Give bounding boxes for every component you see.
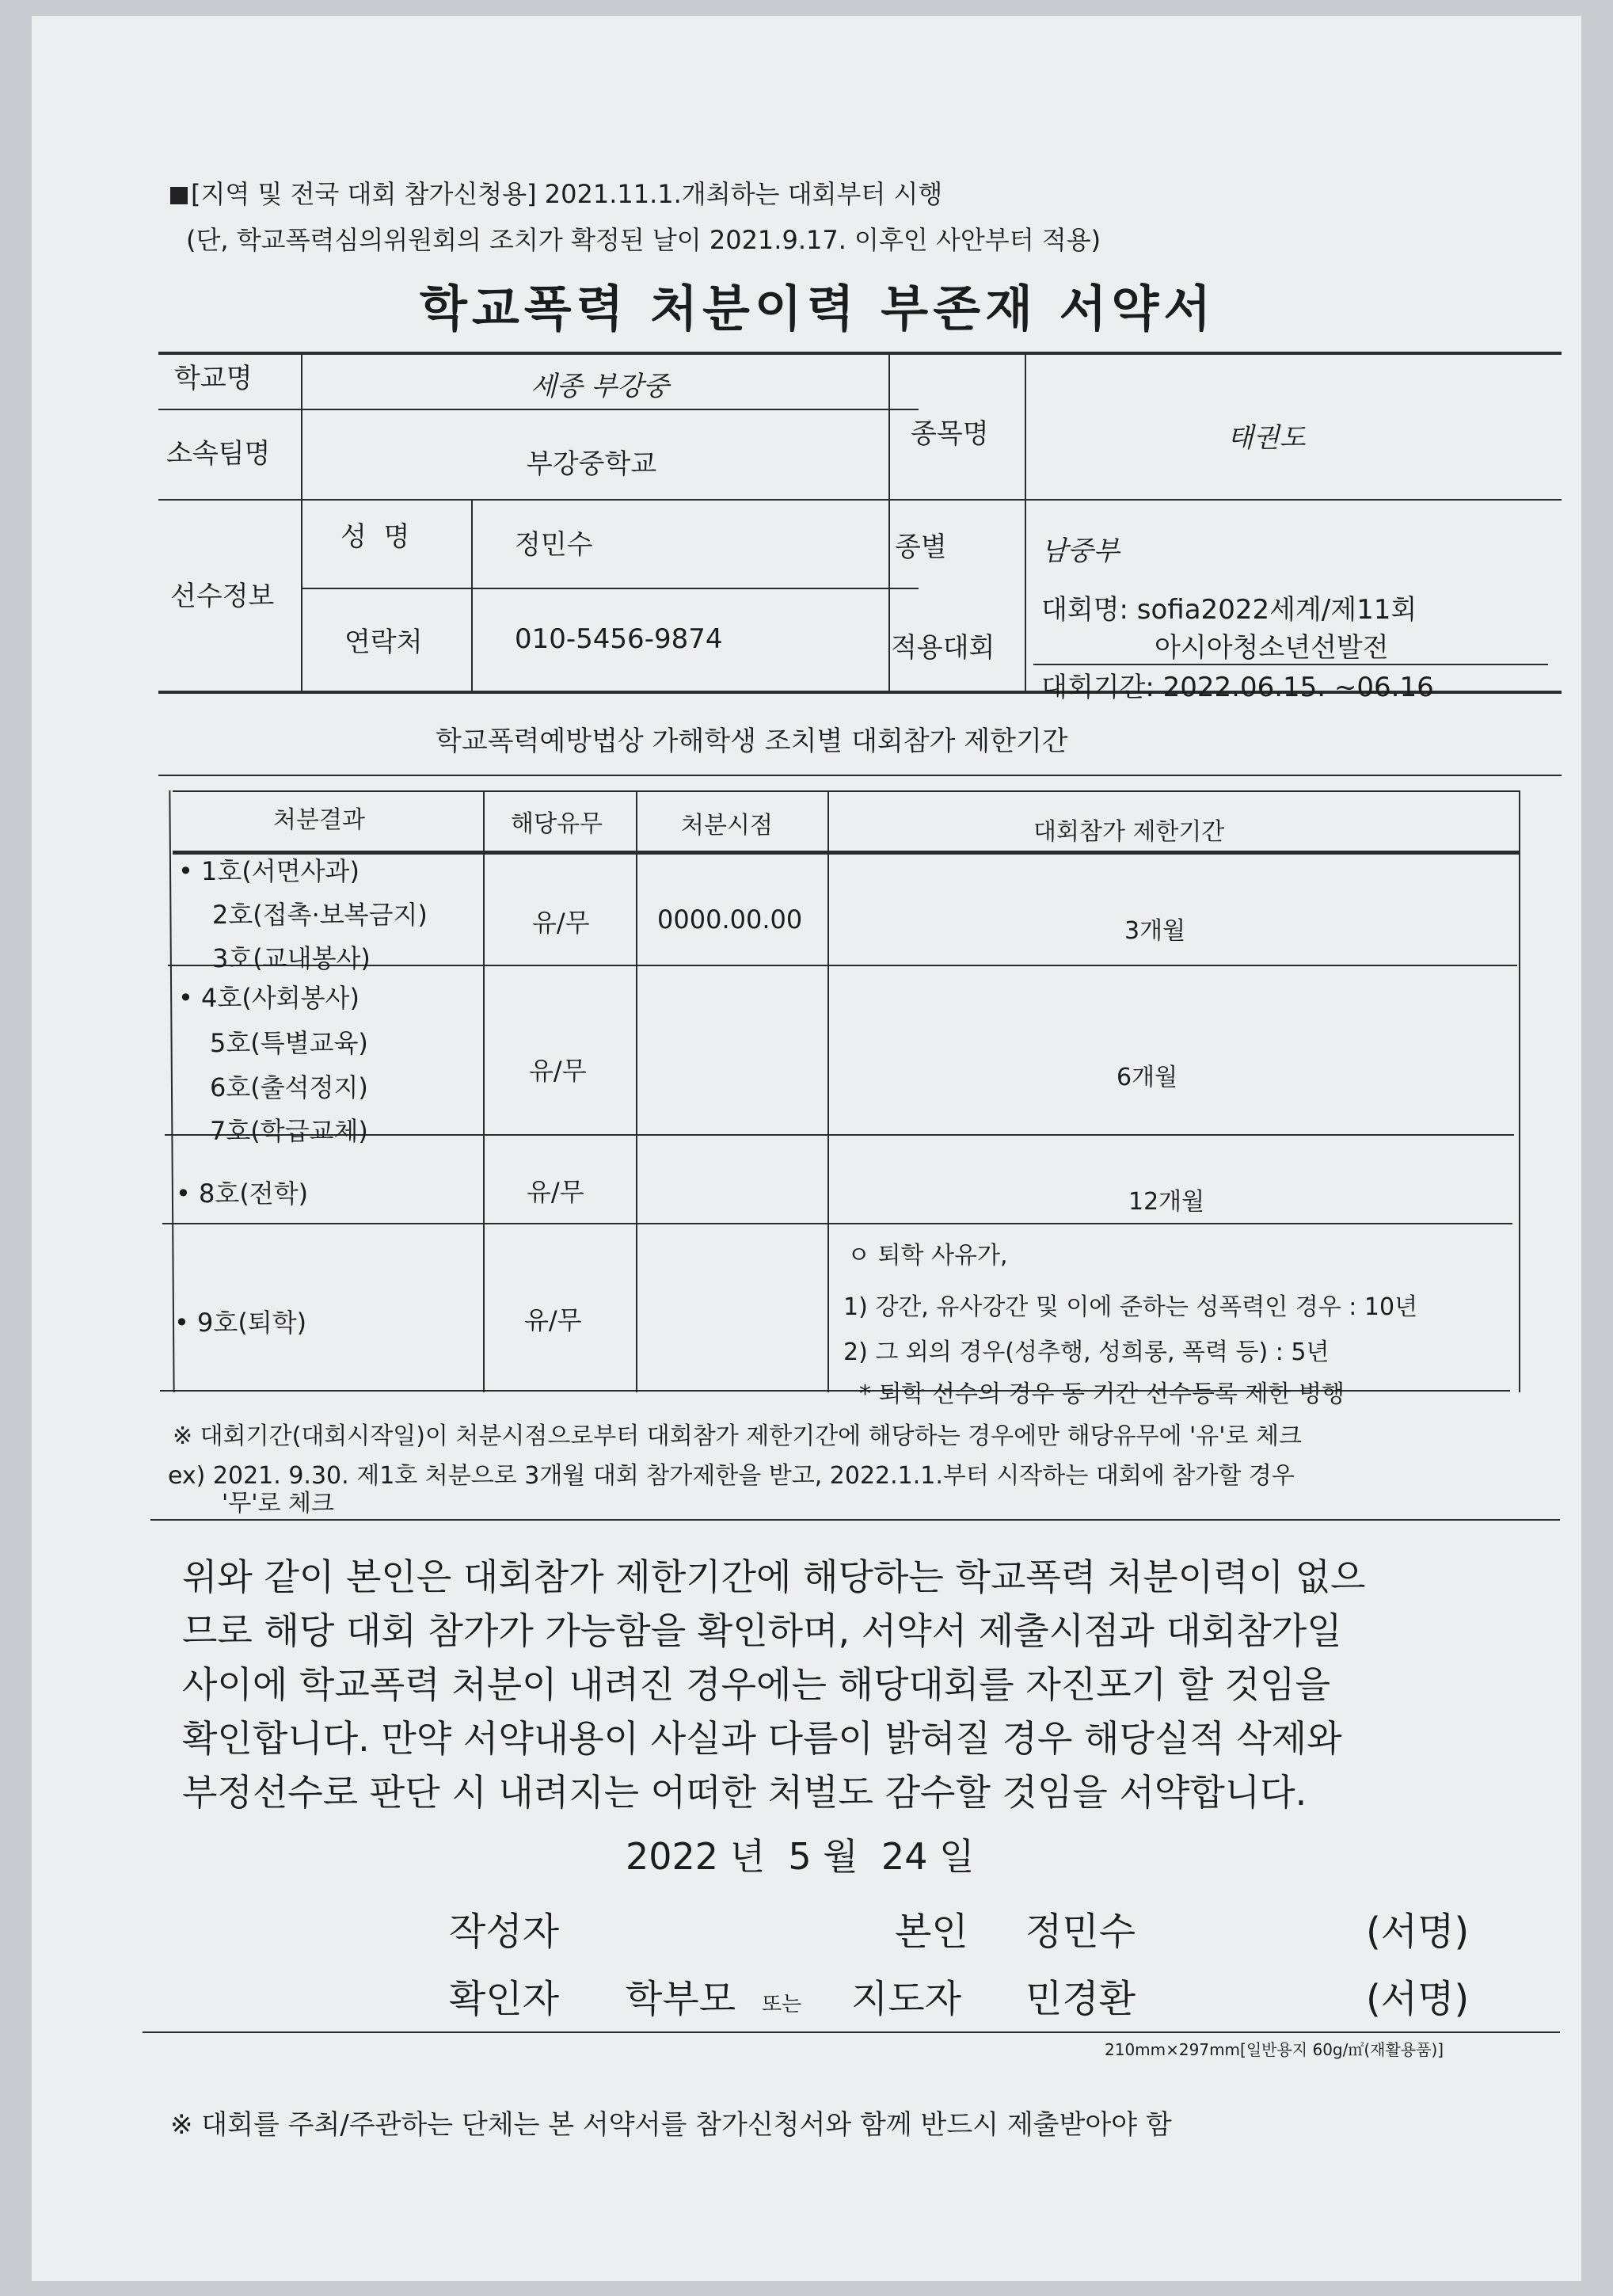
pledge-date: 2022 년 5 월 24 일 xyxy=(626,1835,975,1878)
row-3-applicable: 유/무 xyxy=(527,1177,584,1207)
confirmer-label: 확인자 xyxy=(449,1977,560,2021)
footer-note: ※ 대회를 주최/주관하는 단체는 본 서약서를 참가신청서와 함께 반드시 제출받아야 함 xyxy=(170,2109,1172,2141)
column-header-applicable: 해당유무 xyxy=(511,810,603,838)
table-row-item: 5호(특별교육) xyxy=(210,1028,368,1058)
row-4-applicable: 유/무 xyxy=(524,1305,582,1335)
competition-name-1: 대회명: sofia2022세계/제11회 xyxy=(1041,594,1417,626)
division-label: 종별 xyxy=(895,531,947,563)
note-2: ex) 2021. 9.30. 제1호 처분으로 3개월 대회 참가제한을 받고, 2022.1.1.부터 시작하는 대회에 참가할 경우 xyxy=(168,1462,1295,1490)
confirmer-signature: (서명) xyxy=(1366,1977,1470,2021)
row-1-applicable: 유/무 xyxy=(532,908,590,938)
column-header-period: 대회참가 제한기간 xyxy=(1033,818,1225,846)
column-header-date: 처분시점 xyxy=(681,812,773,840)
competition-label: 적용대회 xyxy=(891,632,995,664)
restriction-header-border xyxy=(173,851,1520,855)
event-label: 종목명 xyxy=(911,418,989,450)
pledge-document xyxy=(32,16,1581,2281)
name-value: 정민수 xyxy=(515,529,593,561)
contact-value: 010-5456-9874 xyxy=(515,623,723,655)
pledge-line-1: 위와 같이 본인은 대회참가 제한기간에 해당하는 학교폭력 처분이력이 없으 xyxy=(182,1555,1366,1598)
writer-signature: (서명) xyxy=(1366,1910,1470,1954)
header-line-1: [지역 및 전국 대회 참가신청용] 2021.11.1.개최하는 대회부터 시행 xyxy=(170,174,942,211)
column-header-result: 처분결과 xyxy=(273,806,365,834)
pledge-line-2: 므로 해당 대회 참가가 가능함을 확인하며, 서약서 제출시점과 대회참가일 xyxy=(182,1609,1342,1652)
row-1-date: 0000.00.00 xyxy=(657,904,803,935)
row-3-period: 12개월 xyxy=(1128,1188,1205,1216)
table-row-item: • 4호(사회봉사) xyxy=(178,983,360,1013)
confirmer-role-parent: 학부모 xyxy=(626,1977,736,2021)
row-1-period: 3개월 xyxy=(1124,917,1186,945)
contact-label: 연락처 xyxy=(344,626,423,658)
row-2-period: 6개월 xyxy=(1117,1064,1178,1091)
table-row-item: 3호(교내봉사) xyxy=(212,943,371,973)
document-title: 학교폭력 처분이력 부존재 서약서 xyxy=(420,280,1216,337)
restriction-heading: 학교폭력예방법상 가해학생 조치별 대회참가 제한기간 xyxy=(436,725,1068,757)
writer-name: 정민수 xyxy=(1025,1910,1136,1954)
event-value: 태권도 xyxy=(1227,422,1306,454)
table-row-item: • 9호(퇴학) xyxy=(174,1308,307,1338)
confirmer-or: 또는 xyxy=(762,1993,802,2016)
table-row-item: 2호(접촉·보복금지) xyxy=(212,900,428,930)
writer-label: 작성자 xyxy=(449,1910,560,1954)
school-value: 세종 부강중 xyxy=(531,371,670,402)
note-2-continued: '무'로 체크 xyxy=(222,1490,334,1517)
team-value: 부강중학교 xyxy=(527,448,657,480)
writer-role: 본인 xyxy=(895,1910,968,1954)
header-line-2: (단, 학교폭력심의위원회의 조치가 확정된 날이 2021.9.17. 이후인 사안부터 적용) xyxy=(186,225,1101,255)
restriction-table-top-border xyxy=(173,790,1520,792)
name-label: 성 명 xyxy=(340,521,410,553)
confirmer-role-coach: 지도자 xyxy=(851,1977,962,2021)
row-4-period-line-1: ㅇ 퇴학 사유가, xyxy=(847,1242,1008,1270)
pledge-line-4: 확인합니다. 만약 서약내용이 사실과 다름이 밝혀질 경우 해당실적 삭제와 xyxy=(182,1717,1342,1760)
table-row-item: 6호(출석정지) xyxy=(210,1072,368,1102)
table-row-item: • 1호(서면사과) xyxy=(178,856,360,886)
competition-period: 대회기간: 2022.06.15. ~06.16 xyxy=(1041,672,1434,703)
pledge-line-3: 사이에 학교폭력 처분이 내려진 경우에는 해당대회를 자진포기 할 것임을 xyxy=(182,1663,1331,1706)
table-row-item: 7호(학급교체) xyxy=(210,1116,368,1146)
info-table-top-border xyxy=(158,352,1562,355)
school-label: 학교명 xyxy=(174,363,253,394)
row-4-period-line-3: 2) 그 외의 경우(성추행, 성희롱, 폭력 등) : 5년 xyxy=(843,1338,1330,1366)
division-value: 남중부 xyxy=(1041,535,1120,567)
note-1: ※ 대회기간(대회시작일)이 처분시점으로부터 대회참가 제한기간에 해당하는 경우에만 해당유무에 '유'로 체크 xyxy=(173,1422,1302,1450)
paper-spec: 210mm×297mm[일반용지 60g/㎡(재활용품)] xyxy=(1105,2040,1444,2059)
team-label: 소속팀명 xyxy=(166,438,271,470)
table-row-item: • 8호(전학) xyxy=(176,1178,309,1209)
confirmer-name: 민경환 xyxy=(1025,1977,1136,2021)
pledge-line-5: 부정선수로 판단 시 내려지는 어떠한 처벌도 감수할 것임을 서약합니다. xyxy=(182,1771,1307,1814)
row-4-period-line-4: * 퇴학 선수의 경우 동 기간 선수등록 제한 병행 xyxy=(859,1380,1345,1408)
square-bullet-icon xyxy=(170,187,188,204)
player-info-label: 선수정보 xyxy=(170,581,275,612)
competition-name-2: 아시아청소년선발전 xyxy=(1155,632,1389,664)
row-2-applicable: 유/무 xyxy=(529,1056,587,1086)
row-4-period-line-2: 1) 강간, 유사강간 및 이에 준하는 성폭력인 경우 : 10년 xyxy=(843,1293,1418,1321)
